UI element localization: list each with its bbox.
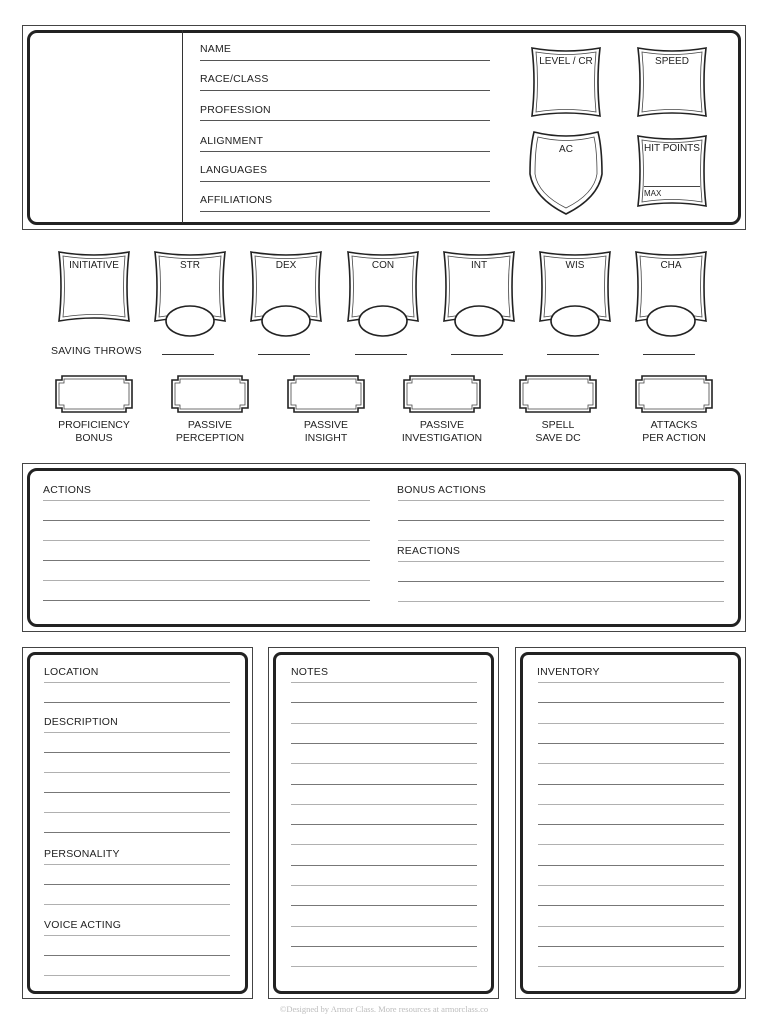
speed-box[interactable]	[632, 44, 712, 120]
write-line[interactable]	[43, 540, 370, 541]
field-alignment-line[interactable]	[200, 151, 490, 152]
field-alignment-label: ALIGNMENT	[200, 135, 264, 147]
write-line[interactable]	[538, 966, 724, 967]
ability-box-cha[interactable]	[632, 249, 710, 323]
secondary-caption-line2: PER ACTION	[642, 431, 706, 444]
secondary-caption-line1: ATTACKS	[650, 419, 698, 431]
saving-throw-line[interactable]	[547, 354, 599, 355]
hit-points-box[interactable]	[632, 132, 712, 210]
secondary-caption-line1: PASSIVE	[187, 419, 233, 431]
ac-shield[interactable]	[526, 128, 606, 216]
ability-label: INT	[470, 260, 488, 271]
ability-label: CON	[371, 260, 395, 271]
ability-box-str[interactable]	[151, 249, 229, 323]
secondary-caption	[34, 419, 154, 444]
write-line[interactable]	[44, 812, 230, 813]
voice-acting-label: VOICE ACTING	[44, 919, 122, 931]
secondary-frame	[286, 374, 366, 416]
write-line[interactable]	[44, 772, 230, 773]
write-line[interactable]	[538, 723, 724, 724]
write-line[interactable]	[398, 581, 724, 582]
field-languages-line[interactable]	[200, 181, 490, 182]
saving-throw-line[interactable]	[355, 354, 407, 355]
actions-label: ACTIONS	[43, 484, 92, 496]
ac-label: AC	[559, 144, 573, 155]
secondary-frame	[402, 374, 482, 416]
write-line[interactable]	[44, 732, 230, 733]
ability-label: WIS	[565, 260, 585, 271]
secondary-caption	[498, 419, 618, 444]
field-race-class-line[interactable]	[200, 90, 490, 91]
secondary-box-0[interactable]	[54, 374, 134, 414]
ability-label: DEX	[275, 260, 297, 271]
portrait-divider	[182, 30, 183, 223]
secondary-caption-line1: PROFICIENCY	[58, 419, 130, 431]
write-line[interactable]	[44, 955, 230, 956]
notes-label: NOTES	[291, 666, 329, 678]
speed-label: SPEED	[655, 56, 689, 67]
shield-icon	[526, 128, 606, 216]
write-line[interactable]	[291, 844, 477, 845]
write-line[interactable]	[538, 743, 724, 744]
secondary-box-5[interactable]	[634, 374, 714, 414]
field-affiliations-line[interactable]	[200, 211, 490, 212]
write-line[interactable]	[538, 682, 724, 683]
write-line[interactable]	[538, 702, 724, 703]
secondary-box-4[interactable]	[518, 374, 598, 414]
write-line[interactable]	[291, 804, 477, 805]
write-line[interactable]	[291, 743, 477, 744]
secondary-caption	[150, 419, 270, 444]
saving-throw-line[interactable]	[162, 354, 214, 355]
write-line[interactable]	[291, 905, 477, 906]
write-line[interactable]	[43, 520, 370, 521]
description-label: DESCRIPTION	[44, 716, 118, 728]
bonus-actions-label: BONUS ACTIONS	[397, 484, 486, 496]
hit-points-max-line	[644, 186, 700, 187]
field-profession-label: PROFESSION	[200, 104, 271, 116]
saving-throws-label: SAVING THROWS	[51, 345, 142, 357]
write-line[interactable]	[44, 884, 230, 885]
write-line[interactable]	[538, 804, 724, 805]
write-line[interactable]	[398, 500, 724, 501]
write-line[interactable]	[398, 561, 724, 562]
inventory-label: INVENTORY	[537, 666, 600, 678]
ability-box-wis[interactable]	[536, 249, 614, 323]
secondary-caption-line2: SAVE DC	[535, 431, 581, 444]
write-line[interactable]	[44, 752, 230, 753]
write-line[interactable]	[291, 946, 477, 947]
write-line[interactable]	[291, 702, 477, 703]
write-line[interactable]	[44, 935, 230, 936]
secondary-box-1[interactable]	[170, 374, 250, 414]
location-label: LOCATION	[44, 666, 99, 678]
write-line[interactable]	[44, 682, 230, 683]
hit-points-label: HIT POINTS	[644, 143, 700, 154]
secondary-caption	[266, 419, 386, 444]
secondary-caption	[382, 419, 502, 444]
write-line[interactable]	[44, 975, 230, 976]
secondary-caption-line2: BONUS	[75, 431, 113, 444]
field-profession-line[interactable]	[200, 120, 490, 121]
write-line[interactable]	[291, 865, 477, 866]
secondary-caption-line2: INVESTIGATION	[401, 431, 483, 444]
secondary-caption-line1: SPELL	[541, 419, 575, 431]
write-line[interactable]	[44, 792, 230, 793]
write-line[interactable]	[44, 904, 230, 905]
personality-label: PERSONALITY	[44, 848, 120, 860]
secondary-caption-line1: PASSIVE	[419, 419, 465, 431]
secondary-frame	[634, 374, 714, 416]
write-line[interactable]	[291, 723, 477, 724]
write-line[interactable]	[538, 865, 724, 866]
write-line[interactable]	[43, 600, 370, 601]
saving-throw-line[interactable]	[258, 354, 310, 355]
level-cr-label: LEVEL / CR	[539, 56, 593, 67]
secondary-box-2[interactable]	[286, 374, 366, 414]
write-line[interactable]	[291, 885, 477, 886]
write-line[interactable]	[398, 520, 724, 521]
write-line[interactable]	[43, 560, 370, 561]
secondary-frame	[54, 374, 134, 416]
write-line[interactable]	[44, 832, 230, 833]
write-line[interactable]	[398, 540, 724, 541]
write-line[interactable]	[43, 580, 370, 581]
write-line[interactable]	[43, 500, 370, 501]
write-line[interactable]	[291, 763, 477, 764]
write-line[interactable]	[538, 885, 724, 886]
saving-throw-line[interactable]	[643, 354, 695, 355]
ability-box-con[interactable]	[344, 249, 422, 323]
field-name-label: NAME	[200, 43, 232, 55]
level-cr-box[interactable]	[526, 44, 606, 120]
write-line[interactable]	[538, 905, 724, 906]
ability-box-initiative[interactable]	[55, 249, 133, 323]
hit-points-max-label: MAX	[644, 189, 662, 198]
write-line[interactable]	[291, 784, 477, 785]
field-name-line[interactable]	[200, 60, 490, 61]
field-affiliations-label: AFFILIATIONS	[200, 194, 273, 206]
write-line[interactable]	[291, 926, 477, 927]
secondary-frame	[170, 374, 250, 416]
write-line[interactable]	[291, 824, 477, 825]
portrait-area[interactable]	[30, 32, 182, 222]
ability-box-dex[interactable]	[247, 249, 325, 323]
ability-label: STR	[180, 260, 200, 271]
write-line[interactable]	[538, 926, 724, 927]
secondary-frame	[518, 374, 598, 416]
field-race-class-label: RACE/CLASS	[200, 73, 269, 85]
footer-credit: ©Designed by Armor Class. More resources at armorclass.co	[279, 1004, 489, 1014]
field-languages-label: LANGUAGES	[200, 164, 268, 176]
write-line[interactable]	[538, 784, 724, 785]
write-line[interactable]	[398, 601, 724, 602]
profile-panel	[22, 647, 253, 999]
write-line[interactable]	[44, 864, 230, 865]
ability-box-int[interactable]	[440, 249, 518, 323]
secondary-caption-line1: PASSIVE	[303, 419, 349, 431]
write-line[interactable]	[291, 682, 477, 683]
write-line[interactable]	[538, 844, 724, 845]
write-line[interactable]	[538, 824, 724, 825]
saving-throw-line[interactable]	[451, 354, 503, 355]
write-line[interactable]	[538, 763, 724, 764]
secondary-caption-line2: INSIGHT	[304, 431, 348, 444]
secondary-box-3[interactable]	[402, 374, 482, 414]
write-line[interactable]	[538, 946, 724, 947]
ability-label: CHA	[660, 260, 682, 271]
ability-label: INITIATIVE	[69, 260, 119, 271]
actions-panel	[22, 463, 746, 632]
secondary-caption	[614, 419, 734, 444]
write-line[interactable]	[291, 966, 477, 967]
secondary-caption-line2: PERCEPTION	[175, 431, 245, 444]
reactions-label: REACTIONS	[397, 545, 461, 557]
write-line[interactable]	[44, 702, 230, 703]
